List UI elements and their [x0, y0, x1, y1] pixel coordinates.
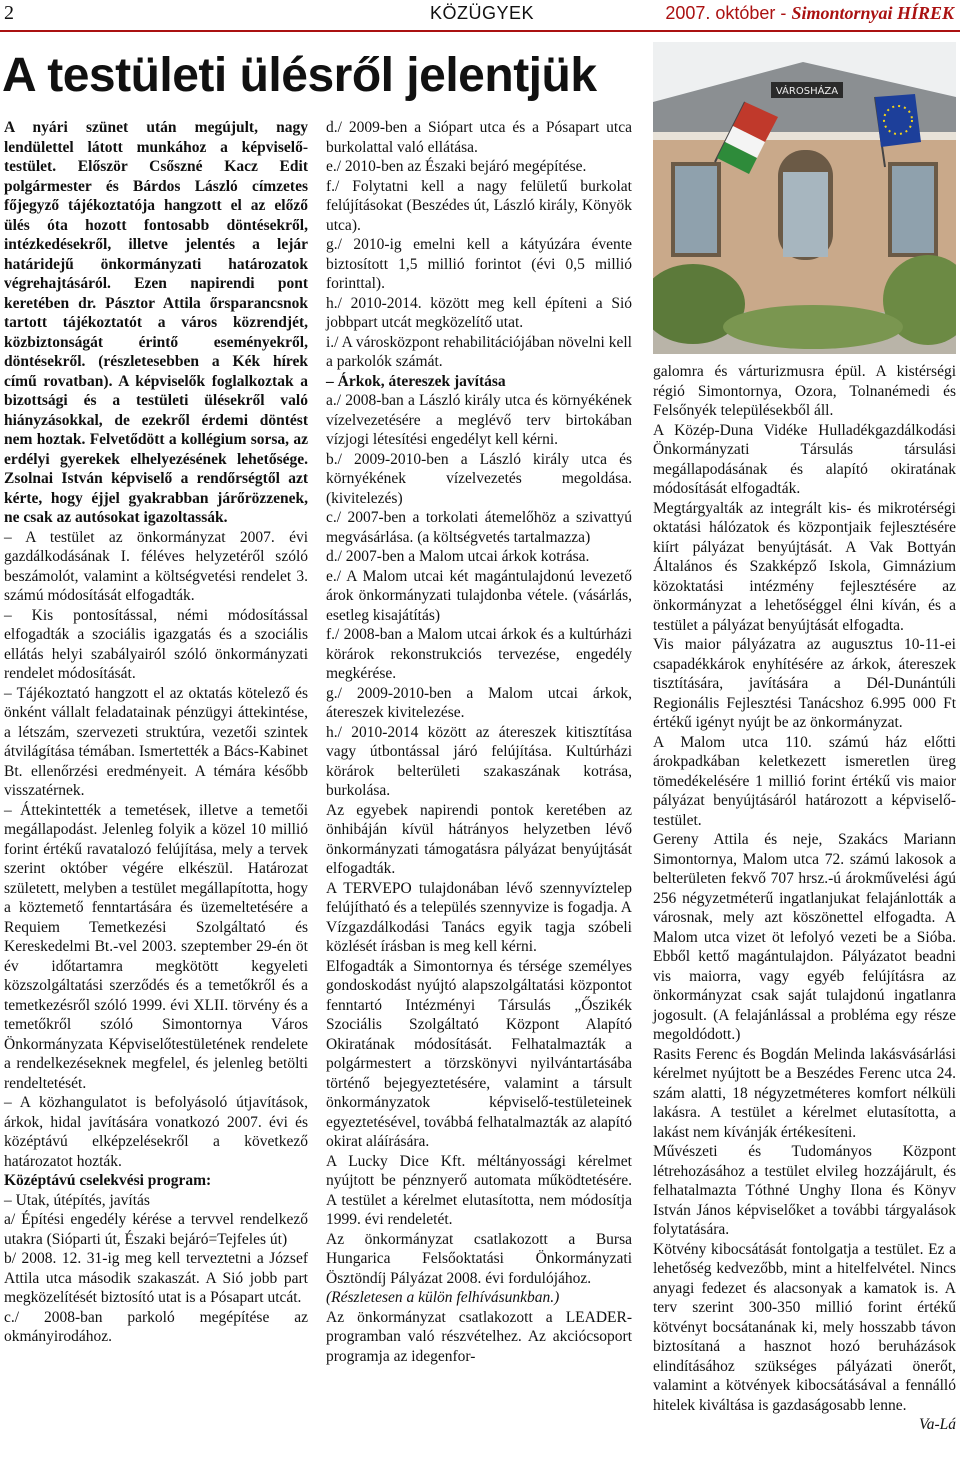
paragraph: e./ 2010-ben az Északi bejáró megépítése.: [326, 158, 587, 175]
author-signature: Va-Lá: [918, 1416, 956, 1433]
paragraph: a/ Építési engedély kérése a tervvel rendelkező utakra (Sióparti út, Északi bejáró=Tejfeles út): [4, 1211, 308, 1248]
issue-date: 2007. október -: [665, 3, 792, 23]
paragraph: Az önkormányzat csatlakozott a LEADER-programban való részvételhez. Az akciócsoport programja az idegenfor-: [326, 1308, 632, 1365]
paragraph: h./ 2010-2014 között az átereszek kitisztítása vagy útbontással járó felújítása. Kultúrházi körárok belterületi szakaszának kotrása, burkolása.: [326, 723, 632, 799]
paragraph: g./ 2009-2010-ben a Malom utcai árkok, átereszek kivitelezése.: [326, 684, 632, 721]
paragraph: d./ 2009-ben a Siópart utca és a Pósapart utca burkolattal való ellátása.: [326, 119, 632, 156]
paragraph: Kötvény kibocsátását fontolgatja a testület. Ez a lehetőség kedvezőbb, mint a hitelfelvétel. Nincs anyagi fedezet és alacsonyak a kamatok is. A terv szerint 300-350 millió forint értékű kötvényt bocsátanának ki, mely hosszabb távon biztosítaná a hasznot hozó beruházások elindításához szükséges pályázati önerőt, valamint a kötvények kibocsátásával a fennálló hitelek kiváltása is gazdaságosabb lenne.: [653, 1240, 956, 1414]
paragraph: Az önkormányzat csatlakozott a Bursa Hungarica Felsőoktatási Önkormányzati Ösztöndíj Pályázat 2008. évi fordulójához.: [326, 1230, 632, 1287]
paragraph: A Közép-Duna Vidéke Hulladékgazdálkodási Önkormányzati Társulás társulási megállapodásának és alapító okiratának módosítását elfogadták.: [653, 421, 956, 497]
townhall-sign: VÁROSHÁZA: [775, 86, 839, 97]
paragraph: f./ Folytatni kell a nagy felületű burkolat felújításokat (Beszédes út, László király, Könyök utca).: [326, 177, 632, 234]
paragraph: Az egyebek napirendi pontok keretében az önhibáján kívül hátrányos helyzetben lévő önkormányzati támogatásra pályázat benyújtását elfogadták.: [326, 801, 632, 877]
paragraph: Gereny Attila és neje, Szakács Mariann Simontornya, Malom utca 72. számú lakosok a belterületen fekvő 707 hrsz.-ú árokművelési ágú 256 négyzetméterű ingatlanjukat felajánlották a városnak, mely azt köszönettel elfogadta. A Malom utca vizet öt lefolyó vezeti be a Sióba. Ebből kettő magántulajdon. Pályázatot beadni vis maiorra, vagy egyéb felújításra az önkormányzat csak saját tulajdonú ingatlanra jogosult. (A felajánlással a probléma egy része megoldódott.): [653, 831, 956, 1043]
paragraph: A TERVEPO tulajdonában lévő szennyvíztelep felújítható és a település szennyvize is fogadja. A Vízgazdálkodási Tanács egyik tagja szóbeli közlését írásban is meg kell kérni.: [326, 879, 632, 955]
paragraph: f./ 2008-ban a Malom utcai árkok és a kultúrházi körárok rekonstrukciós tervezése, engedély megkérése.: [326, 626, 632, 682]
paragraph: Elfogadták a Simontornya és térsége személyes gondoskodást nyújtó alapszolgáltatási központot fenntartó Intézményi Társulás „Őszikék Szociális Szolgáltató Központ Alapító Okiratának módosítását. Felhatalmazták a polgármestert a törzskönyvi nyilvántartásába történő bejegyeztetésére, valamint a társult önkormányzatok képviselő-testületeinek egyeztetésével, továbbá felhatalmazták az alapító okirat aláírására.: [326, 957, 632, 1150]
paragraph: A Malom utca 110. számú ház előtti árokpadkában keletkezett ismeretlen üreg tömedékelésére 1 millió forint értékű vis maior pályázat benyújtásáról határozott a képviselő-testület.: [653, 733, 956, 829]
intro-paragraph: A nyári szünet után megújult, nagy lendülettel látott munkához a képviselő-testület. Először Csőszné Kacz Edit polgármester és Bárdos László címzetes főjegyző tájékoztatója hangzott el az előző ülés óta hozott fontosabb döntésekről, intézkedésekről, illetve jelentés a lejár határidejű önkormányzati határozatok végrehajtásáról. Ezen napirendi pont keretében dr. Pásztor Attila őrsparancsnok tartott tájékoztatót a város közrendjét, közbiztonságát érintő eseményekről, döntésekről. (részletesebben a Kék hírek című rovatban). A képviselők foglalkoztak a bizottsági és a testületi ülésekről való hiányzásokkal, de ezekről érdemi döntést nem hoztak. Felvetődött a kollégium sorsa, az erdélyi gyerekek elhelyezésének lehetősége. Zsolnai István képviselő a rendőrségtől azt kérte, hogy éjjel gyakrabban járőrözzenek, ne csak az autósokat igazoltassák.: [4, 119, 308, 526]
paragraph: h./ 2010-2014. között meg kell építeni a Sió jobbpart utcát megközelítő utat.: [326, 294, 632, 331]
paragraph: – A közhangulatot is befolyásoló útjavítások, árkok, hidal javítására vonatkozó 2007. évi és középtávú elképzelésekről a következő határozatot hozták.: [4, 1094, 308, 1170]
article-title: A testületi ülésről jelentjük: [2, 49, 597, 102]
italic-note: (Részletesen a külön felhívásunkban.): [326, 1289, 560, 1306]
subheading: – Árkok, átereszek javítása: [326, 372, 506, 390]
paragraph: – Utak, útépítés, javítás: [4, 1191, 150, 1209]
paragraph: d./ 2007-ben a Malom utcai árkok kotrása.: [326, 548, 590, 565]
paragraph: c./ 2008-ban parkoló megépítése az okmányirodához.: [4, 1308, 308, 1345]
paragraph: e./ A Malom utcai két magántulajdonú levezető árok önkormányzati tulajdonba vétele. (vásárlás, esetleg kisajátítás): [326, 567, 632, 624]
paragraph: a./ 2008-ban a László király utca és környékének vízelvezetésére a meglévő terv birtokában vízjogi létesítési engedélyt kell kérni.: [326, 392, 632, 448]
column-3: [653, 362, 956, 1435]
section-label: KÖZÜGYEK: [430, 3, 535, 23]
paragraph: Művészeti és Tudományos Központ létrehozásához a testület elvileg hozzájárult, és felhatalmazta Tóthné Unghy Ilona és Könyv István János képviselőket a további tárgyalások folytatására.: [653, 1143, 956, 1238]
paragraph: c./ 2007-ben a torkolati átemelőhöz a szivattyú megvásárlása. (a költségvetés tartalmazza): [326, 509, 632, 546]
paragraph: Vis maior pályázatra az augusztus 10-11-ei csapadékkárok enyhítésére az árkok, átereszek tisztítására, javítására a Dél-Dunántúli Regionális Fejlesztési Tanácshoz 6.995 000 Ft értékű igényt nyújt be az önkormányzat.: [653, 636, 956, 731]
town-hall-illustration: [653, 42, 956, 354]
subheading: Középtávú cselekvési program:: [4, 1172, 212, 1189]
paragraph: Rasits Ferenc és Bogdán Melinda lakásvásárlási kérelmet nyújtott be a Beszédes Ferenc utca 24. szám alatti, 18 négyzetméteres komfort nélküli lakásra. A testület a kérelmet elutasította, a lakást nem kívánják értékesíteni.: [653, 1045, 956, 1141]
column-2: [326, 118, 632, 1366]
column-1: [4, 118, 308, 1347]
header-rule: [0, 30, 960, 32]
paragraph: – Tájékoztató hangzott el az oktatás kötelező és önként vállalt feladatainak pénzügyi áttekintése, a létszám, szervezeti struktúra, vezetői szintek átvilágítása témában. Ismertették a Bács-Kabinet Bt. ellenőrzési eredményeit. A témára később visszatérnek.: [4, 684, 308, 799]
paragraph: A Lucky Dice Kft. méltányossági kérelmet nyújtott be pénznyerő automata működtetésére. A testület a kérelmet elutasította, nem módosítja 1999. évi rendeletét.: [326, 1152, 632, 1228]
page-header: [0, 0, 960, 32]
town-hall-photo: [653, 42, 956, 354]
paragraph: – Áttekintették a temetések, illetve a temetői megállapodást. Jelenleg folyik a közel 10 millió forint értékű ravatalozó felújítása, mely a tervek szerint október végére elkészül. Határozat született, melyben a testület megállapította, hogy a köztemető fenntartására és üzemeltetésére a Requiem Temetkezési Szolgáltató és Kereskedelmi Bt.-vel 2003. szeptember 29-én öt év időtartamra megkötött kegyeleti közszolgáltatási szerződés és a temetőkről és a temetkezésről szóló 1999. évi XLII. törvény és a temetőkről szóló Simontornya Város Önkormányzata Képviselőtestületének rendelete a rendelkezéseknek megfelel, és jelenleg betölti rendeltetését.: [4, 801, 308, 1092]
paragraph: Megtárgyalták az integrált kis- és mikrotérségi oktatási hálózatok és központjaik fejlesztésére kiírt pályázat benyújtását. A Vak Bottyán Általános és Szakképző Iskola, Gimnázium közoktatási intézmény fejlesztésére az önkormányzat a lehetőséggel élni kíván, és a testület a pályázat benyújtását elfogadta.: [653, 499, 956, 634]
paragraph: b/ 2008. 12. 31-ig meg kell terveztetni a József Attila utca második szakaszát. A Sió jobb part megközelítését biztosító utat is a Pósapart utcát.: [4, 1250, 308, 1306]
paragraph: – A testület az önkormányzat 2007. évi gazdálkodásának I. féléves helyzetéről szóló beszámolót, valamint a költségvetési rendelet 3. számú módosítását elfogadták.: [4, 528, 308, 604]
paragraph: b./ 2009-2010-ben a László király utca és környékének vízelvezetés megoldása. (kivitelezés): [326, 450, 632, 507]
paragraph: – Kis pontosítással, némi módosítással elfogadták a szociális igazgatás és a szociális ellátás helyi szabályairól szóló önkormányzati rendelet módosítását.: [4, 606, 308, 682]
issue-label: [665, 3, 954, 24]
paragraph: galomra és várturizmusra épül. A kistérségi régió Simontornya, Ozora, Tolnanémedi és Felsőnyék településekből áll.: [653, 363, 956, 419]
paragraph: g./ 2010-ig emelni kell a kátyúzára évente biztosított 1,5 millió forintot (évi 0,5 millió forinttal).: [326, 236, 632, 292]
page-number: 2: [4, 2, 14, 24]
paragraph: i./ A városközpont rehabilitációjában növelni kell a parkolók számát.: [326, 333, 632, 370]
publication-name: Simontornyai HÍREK: [791, 3, 954, 23]
